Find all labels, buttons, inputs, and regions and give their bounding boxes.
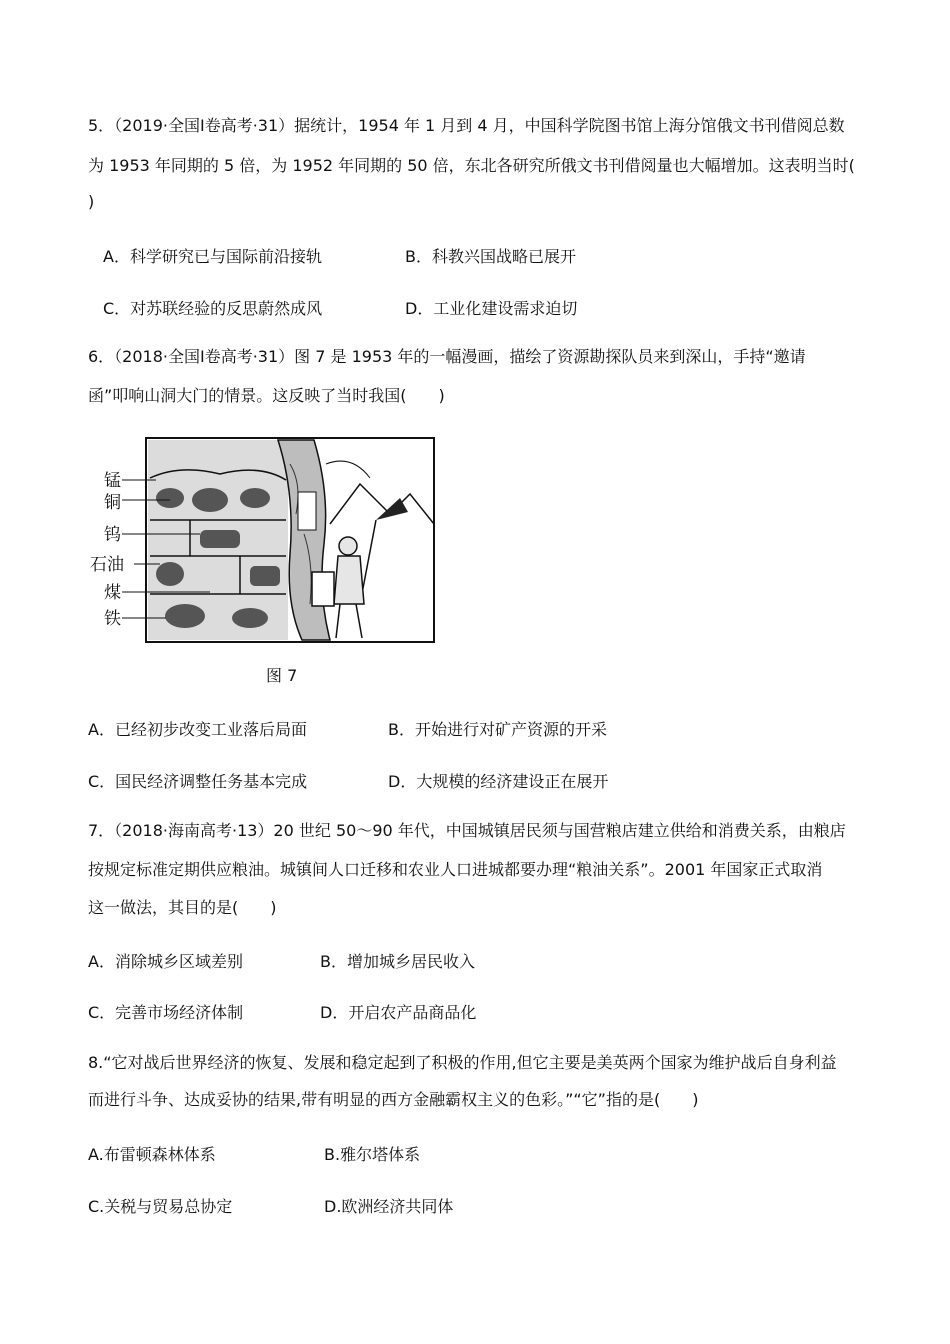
question-5-line-2: 为 1953 年同期的 5 倍，为 1952 年同期的 50 倍，东北各研究所俄文书刊借阅量也大幅增加。这表明当时( <box>88 156 855 175</box>
label-manganese: 锰 <box>104 471 121 491</box>
q7-option-b: B．增加城乡居民收入 <box>320 952 475 971</box>
q5-option-d: D．工业化建设需求迫切 <box>405 299 578 318</box>
q8-option-c: C.关税与贸易总协定 <box>88 1197 233 1216</box>
figure-caption: 图 7 <box>266 666 298 685</box>
question-8-line-2: 而进行斗争、达成妥协的结果,带有明显的西方金融霸权主义的色彩。”“它”指的是( ) <box>88 1090 699 1109</box>
q6-option-d: D．大规模的经济建设正在展开 <box>388 772 609 791</box>
q8-option-a: A.布雷顿森林体系 <box>88 1145 216 1164</box>
question-7-line-3: 这一做法，其目的是( ) <box>88 898 277 917</box>
question-5-line-3: ) <box>88 192 95 211</box>
q5-option-b: B．科教兴国战略已展开 <box>405 247 576 266</box>
question-7-line-1: 7．（2018·海南高考·13）20 世纪 50～90 年代，中国城镇居民须与国营粮店建立供给和消费关系，由粮店 <box>88 821 846 840</box>
q7-option-c: C．完善市场经济体制 <box>88 1003 244 1022</box>
label-petroleum: 石油 <box>90 555 124 575</box>
q6-option-c: C．国民经济调整任务基本完成 <box>88 772 308 791</box>
label-iron: 铁 <box>104 609 121 629</box>
question-6-line-2: 函”叩响山洞大门的情景。这反映了当时我国( ) <box>88 386 445 405</box>
question-8-line-1: 8.“它对战后世界经济的恢复、发展和稳定起到了积极的作用,但它主要是美英两个国家为维护战后自身利益 <box>88 1053 837 1072</box>
q7-option-d: D．开启农产品商品化 <box>320 1003 477 1022</box>
label-coal: 煤 <box>104 583 121 603</box>
question-7-line-2: 按规定标准定期供应粮油。城镇间人口迁移和农业人口进城都要办理“粮油关系”。2001 年国家正式取消 <box>88 860 823 879</box>
question-6-line-1: 6．（2018·全国Ⅰ卷高考·31）图 7 是 1953 年的一幅漫画，描绘了资源勘探队员来到深山，手持“邀请 <box>88 347 806 366</box>
q5-option-c: C．对苏联经验的反思蔚然成风 <box>103 299 323 318</box>
q8-option-b: B.雅尔塔体系 <box>324 1145 421 1164</box>
label-copper: 铜 <box>104 493 121 513</box>
label-tungsten: 钨 <box>104 525 121 545</box>
q8-option-d: D.欧洲经济共同体 <box>324 1197 454 1216</box>
q5-option-a: A．科学研究已与国际前沿接轨 <box>103 247 322 266</box>
q6-option-b: B．开始进行对矿产资源的开采 <box>388 720 607 739</box>
q6-option-a: A．已经初步改变工业落后局面 <box>88 720 307 739</box>
cartoon-figure <box>90 434 438 646</box>
question-5-line-1: 5．（2019·全国Ⅰ卷高考·31）据统计，1954 年 1 月到 4 月，中国科学院图书馆上海分馆俄文书刊借阅总数 <box>88 116 845 135</box>
q7-option-a: A．消除城乡区域差别 <box>88 952 243 971</box>
